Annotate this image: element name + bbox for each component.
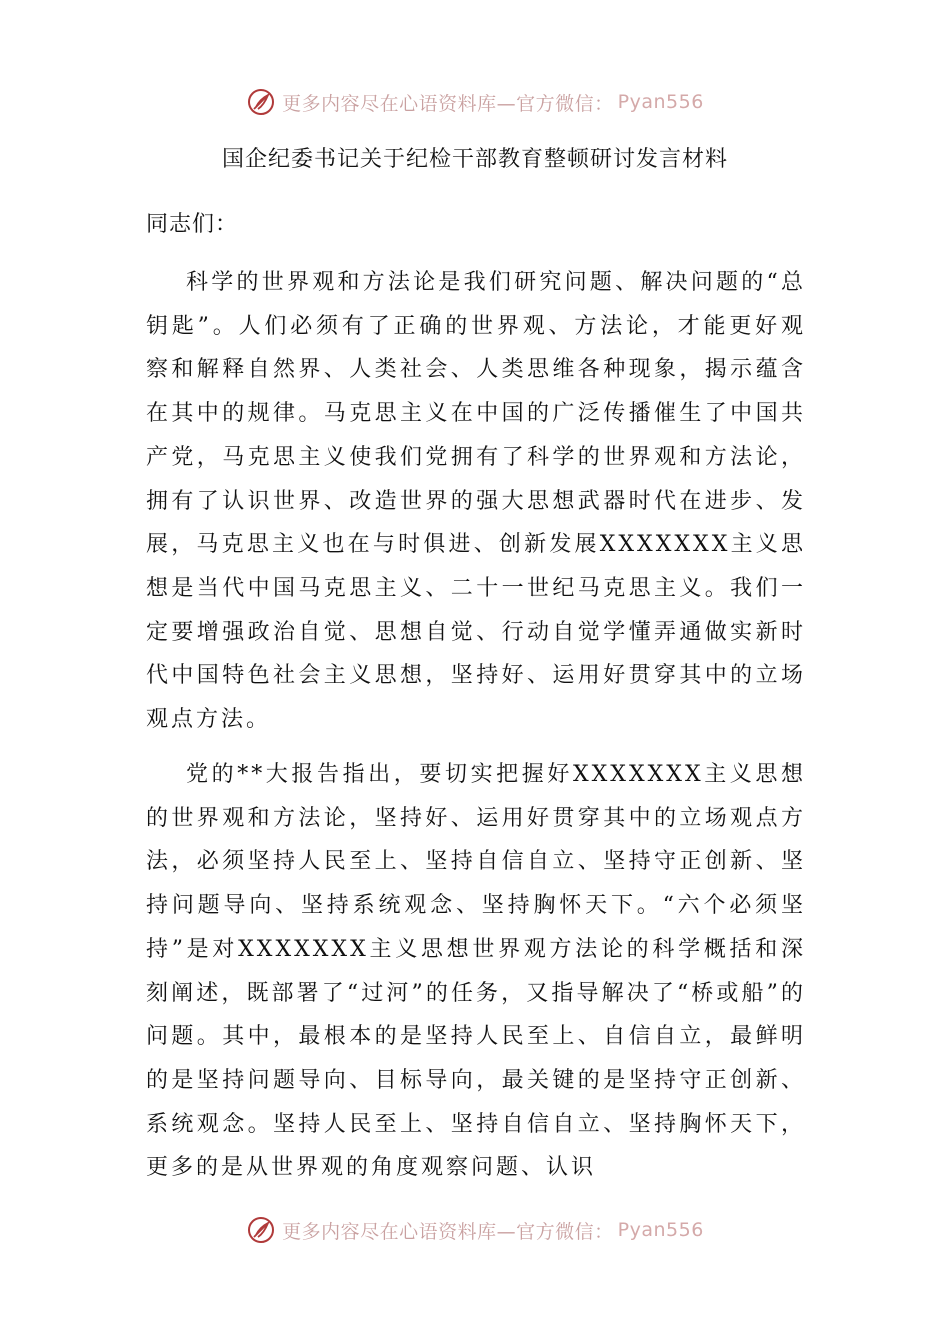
watermark-footer bbox=[0, 1210, 950, 1250]
quill-logo-icon bbox=[246, 1215, 276, 1245]
watermark-text: 更多内容尽在心语资料库—官方微信： bbox=[282, 92, 614, 115]
watermark-wechat-id: Pyan556 bbox=[617, 91, 704, 113]
quill-logo-icon bbox=[246, 87, 276, 117]
paragraph-1: 科学的世界观和方法论是我们研究问题、解决问题的“总钥匙”。人们必须有了正确的世界观、方法论，才能更好观察和解释自然界、人类社会、人类思维各种现象，揭示蕴含在其中的规律。马克思主义在中国的广泛传播催生了中国共产党，马克思主义使我们党拥有了科学的世界观和方法论，拥有了认识世界、改造世界的强大思想武器时代在进步、发展，马克思主义也在与时俱进、创新发展XXXXXXX主义思想是当代中国马克思主义、二十一世纪马克思主义。我们一定要增强政治自觉、思想自觉、行动自觉学懂弄通做实新时代中国特色社会主义思想，坚持好、运用好贯穿其中的立场观点方法。 bbox=[146, 270, 806, 733]
watermark-text: 更多内容尽在心语资料库—官方微信： bbox=[282, 1220, 614, 1243]
watermark-header bbox=[0, 82, 950, 122]
watermark-wechat-id: Pyan556 bbox=[617, 1219, 704, 1241]
greeting: 同志们： bbox=[146, 212, 239, 237]
document-title: 国企纪委书记关于纪检干部教育整顿研讨发言材料 bbox=[221, 147, 728, 172]
paragraph-2: 党的**大报告指出，要切实把握好XXXXXXX主义思想的世界观和方法论，坚持好、运用好贯穿其中的立场观点方法，必须坚持人民至上、坚持自信自立、坚持守正创新、坚持问题导向、坚持系统观念、坚持胸怀天下。“六个必须坚持”是对XXXXXXX主义思想世界观方法论的科学概括和深刻阐述，既部署了“过河”的任务，又指导解决了“桥或船”的问题。其中，最根本的是坚持人民至上、自信自立，最鲜明的是坚持问题导向、目标导向，最关键的是坚持守正创新、系统观念。坚持人民至上、坚持自信自立、坚持胸怀天下，更多的是从世界观的角度观察问题、认识 bbox=[146, 762, 806, 1181]
